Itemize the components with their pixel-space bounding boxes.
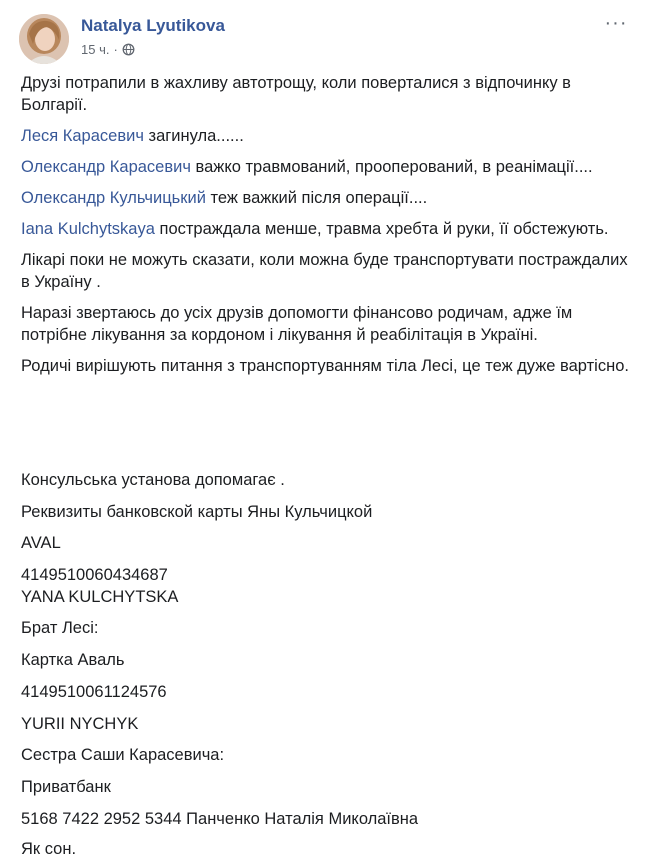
post-paragraph-1: Друзі потрапили в жахливу автотрощу, коли поверталися з відпочинку в Болгарії. [21, 74, 571, 114]
mention-oleksandr-kulchytskyi[interactable]: Олександр Кульчицький [21, 189, 206, 207]
details-line: AVAL [21, 534, 61, 552]
more-icon[interactable]: ··· [604, 12, 628, 34]
details-line: YURII NYCHYK [21, 715, 139, 733]
details-line: Реквизиты банковской карты Яны Кульчицкой [21, 503, 373, 521]
avatar[interactable] [19, 14, 69, 64]
post-text [21, 72, 631, 386]
post-paragraph-3: Олександр Карасевич важко травмований, прооперований, в реанімації.... [21, 158, 593, 176]
post-paragraph-8: Родичі вирішують питання з транспортуванням тіла Лесі, це теж дуже вартісно. [21, 357, 629, 375]
details-line: Консульська установа допомагає . [21, 471, 285, 489]
details-line: YANA KULCHYTSKA [21, 588, 179, 606]
post-time[interactable]: 15 ч. [81, 42, 110, 57]
post-paragraph-2: Леся Карасевич загинула...... [21, 127, 244, 145]
details-line: Картка Аваль [21, 651, 125, 669]
post-header [19, 14, 639, 66]
avatar-image [19, 14, 69, 64]
meta-separator: · [113, 42, 118, 57]
details-line: 5168 7422 2952 5344 Панченко Наталія Миколаївна [21, 810, 419, 828]
post-paragraph-5: Iana Kulchytskaya постраждала менше, травма хребта й руки, її обстежують. [21, 220, 609, 238]
details-line: 4149510061124576 [21, 683, 167, 701]
globe-icon[interactable] [122, 43, 135, 56]
details-line: Сестра Саши Карасевича: [21, 746, 225, 764]
post-paragraph-4: Олександр Кульчицький теж важкий після операції.... [21, 189, 428, 207]
mention-oleksandr-karasevych[interactable]: Олександр Карасевич [21, 158, 191, 176]
post-paragraph-7: Наразі звертаюсь до усіх друзів допомогти фінансово родичам, адже їм потрібне лікування за кордоном і лікування й реабілітація в Україні. [21, 304, 573, 344]
details-line: 4149510060434687 [21, 566, 168, 584]
details-line: Приватбанк [21, 778, 111, 796]
post-meta [81, 42, 135, 57]
mention-iana[interactable]: Iana Kulchytskaya [21, 220, 155, 238]
details-line: Брат Лесі: [21, 619, 99, 637]
post-paragraph-6: Лікарі поки не можуть сказати, коли можна буде транспортувати постраждалих в Україну . [21, 251, 628, 291]
author-name[interactable]: Natalya Lyutikova [81, 16, 225, 35]
mention-lesia[interactable]: Леся Карасевич [21, 127, 144, 145]
details-line: Як сон. [21, 840, 77, 858]
